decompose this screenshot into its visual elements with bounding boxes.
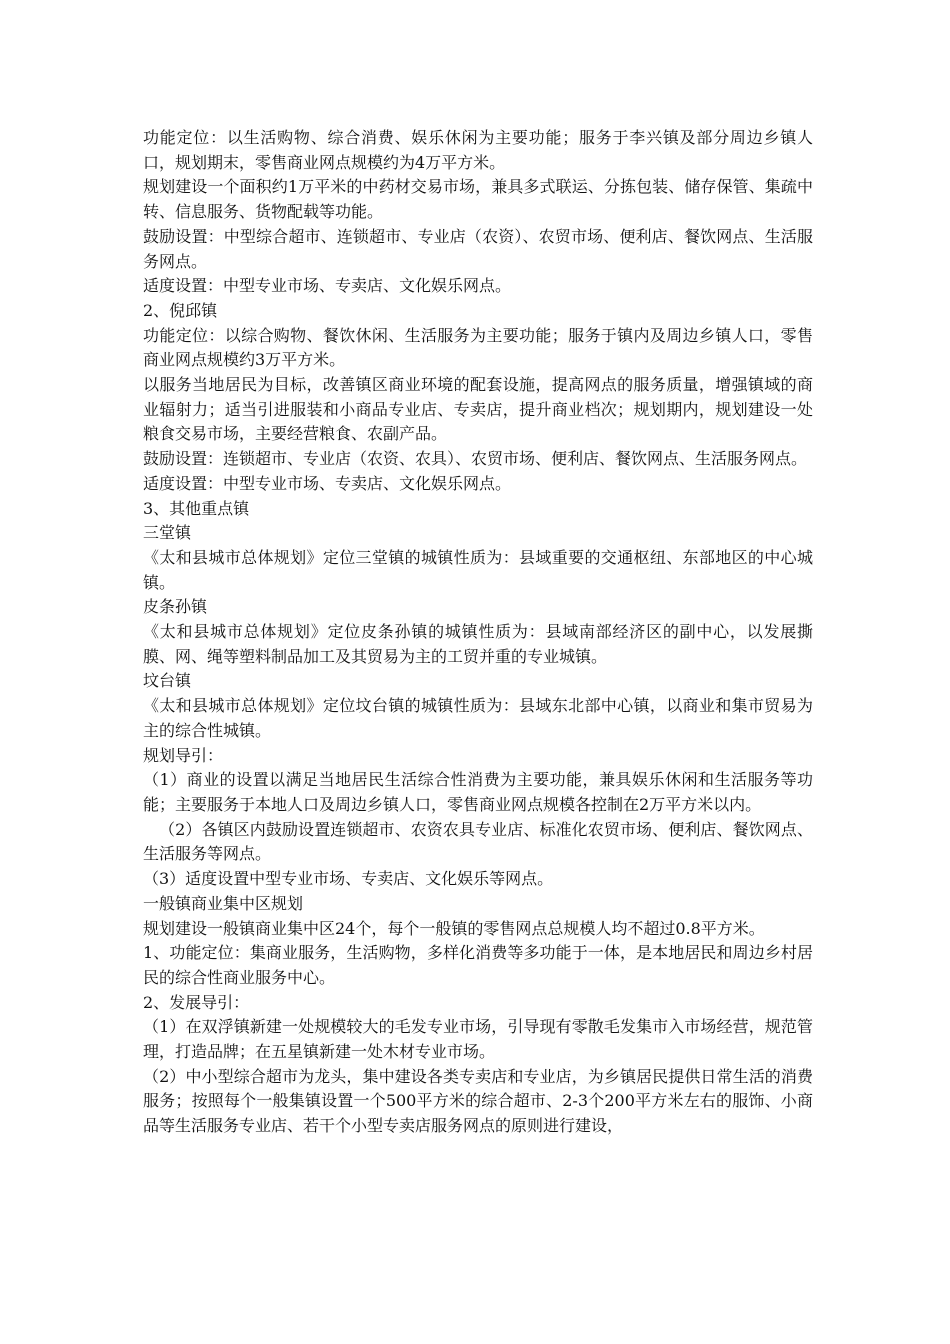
list-item: （1）商业的设置以满足当地居民生活综合性消费为主要功能，兼具娱乐休闲和生活服务等功能；主要服务于本地人口及周边乡镇人口，零售商业网点规模各控制在2万平方米以内。 (143, 770, 813, 814)
subsection-heading: 2、发展导引： (143, 992, 250, 1012)
subsection-heading: 规划导引： (143, 745, 224, 765)
list-item: （2）各镇区内鼓励设置连锁超市、农资农具专业店、标准化农贸市场、便利店、餐饮网点、生活服务等网点。 (143, 819, 813, 864)
list-item: （1）在双浮镇新建一处规模较大的毛发专业市场，引导现有零散毛发集市入市场经营，规范管理，打造品牌；在五星镇新建一处木材专业市场。 (143, 1017, 813, 1062)
paragraph: 规划建设一般镇商业集中区24个，每个一般镇的零售网点总规模人均不超过0.8平方米。 (143, 918, 765, 938)
paragraph: 《太和县城市总体规划》定位坟台镇的城镇性质为：县域东北部中心镇，以商业和集市贸易为主的综合性城镇。 (143, 696, 813, 740)
paragraph: 功能定位：以综合购物、餐饮休闲、生活服务为主要功能；服务于镇内及周边乡镇人口，零售商业网点规模约3万平方米。 (143, 325, 813, 370)
paragraph: 适度设置：中型专业市场、专卖店、文化娱乐网点。 (143, 473, 512, 493)
section-heading: 3、其他重点镇 (143, 498, 250, 518)
paragraph: 功能定位：以生活购物、综合消费、娱乐休闲为主要功能；服务于李兴镇及部分周边乡镇人口，规划期末，零售商业网点规模约为4万平方米。 (143, 128, 813, 172)
paragraph: 适度设置：中型专业市场、专卖店、文化娱乐网点。 (143, 276, 512, 296)
subsection-heading: 坟台镇 (143, 671, 192, 691)
paragraph: 《太和县城市总体规划》定位三堂镇的城镇性质为：县域重要的交通枢纽、东部地区的中心城镇。 (143, 547, 813, 592)
subsection-heading: 皮条孙镇 (143, 597, 208, 617)
paragraph: 规划建设一个面积约1万平米的中药材交易市场，兼具多式联运、分拣包装、储存保管、集疏中转、信息服务、货物配载等功能。 (143, 177, 813, 222)
section-heading: 2、倪邱镇 (143, 300, 218, 320)
paragraph: 以服务当地居民为目标，改善镇区商业环境的配套设施，提高网点的服务质量，增强镇域的商业辐射力；适当引进服装和小商品专业店、专卖店，提升商业档次；规划期内，规划建设一处粮食交易市场，主要经营粮食、农副产品。 (143, 375, 813, 444)
section-heading: 一般镇商业集中区规划 (143, 893, 304, 913)
list-item: （2）中小型综合超市为龙头，集中建设各类专卖店和专业店，为乡镇居民提供日常生活的消费服务；按照每个一般集镇设置一个500平方米的综合超市、2-3个200平方米左右的服饰、小商品等生活服务专业店、若干个小型专卖店服务网点的原则进行建设， (143, 1066, 813, 1136)
subsection-heading: 三堂镇 (143, 523, 192, 543)
paragraph: 《太和县城市总体规划》定位皮条孙镇的城镇性质为：县域南部经济区的副中心，以发展撕膜、网、绳等塑料制品加工及其贸易为主的工贸并重的专业城镇。 (143, 622, 813, 666)
paragraph: 鼓励设置：中型综合超市、连锁超市、专业店（农资）、农贸市场、便利店、餐饮网点、生活服务网点。 (143, 226, 813, 271)
list-item: （3）适度设置中型专业市场、专卖店、文化娱乐等网点。 (143, 869, 554, 889)
paragraph: 1、功能定位：集商业服务，生活购物，多样化消费等多功能于一体，是本地居民和周边乡村居民的综合性商业服务中心。 (143, 943, 813, 987)
document-body (143, 126, 813, 1139)
paragraph: 鼓励设置：连锁超市、专业店（农资、农具）、农贸市场、便利店、餐饮网点、生活服务网点。 (143, 449, 808, 469)
